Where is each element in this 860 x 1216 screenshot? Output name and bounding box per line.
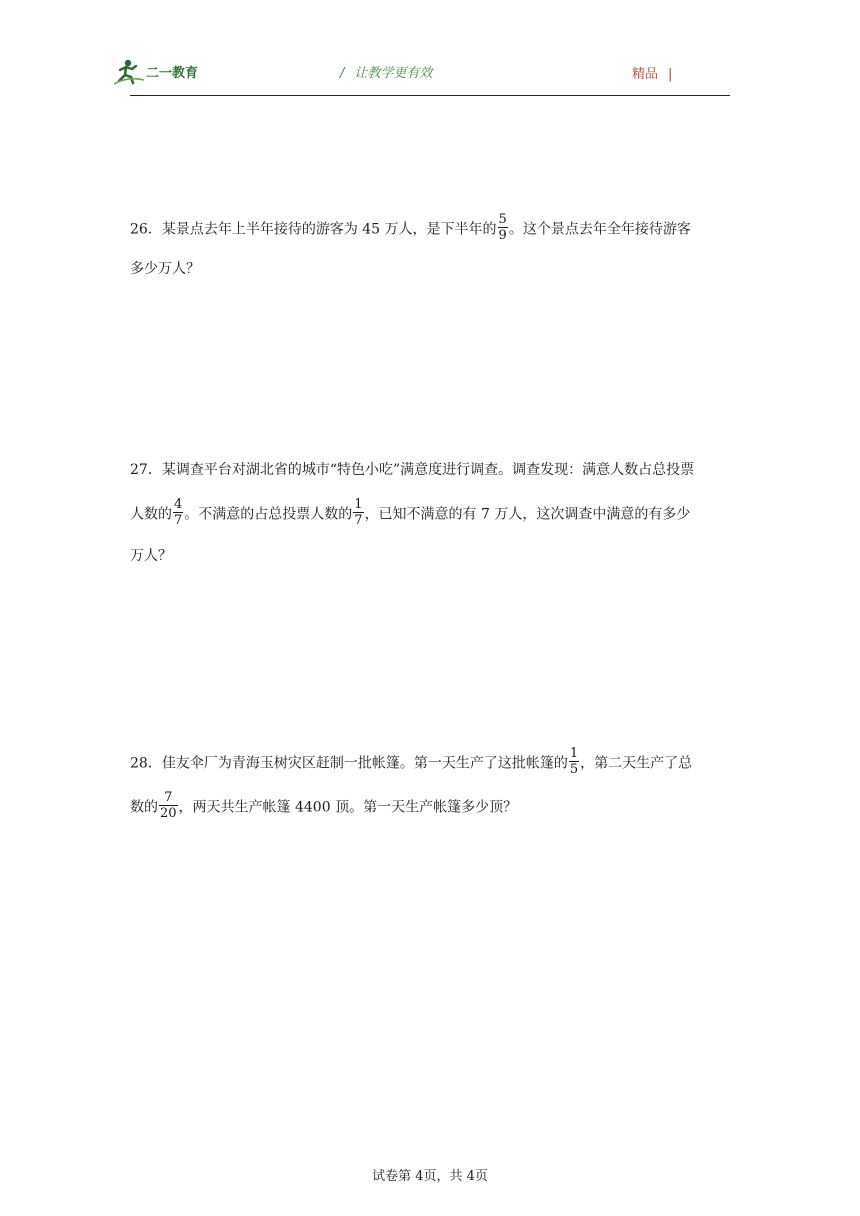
question-text: 万人？ <box>130 548 172 564</box>
question-text: ，已知不满意的有 7 万人，这次调查中满意的有多少 <box>364 506 691 523</box>
question-text: ，两天共生产帐篷 4400 顶。第一天生产帐篷多少顶？ <box>178 799 518 816</box>
fraction-denominator: 5 <box>569 762 579 777</box>
page-header <box>0 0 860 100</box>
question-text: 人数的 <box>130 506 172 523</box>
page-footer <box>0 1165 860 1184</box>
question-26-line-1 <box>130 214 691 245</box>
question-text: 佳友伞厂为青海玉树灾区赶制一批帐篷。第一天生产了这批帐篷的 <box>161 755 568 772</box>
header-divider <box>130 95 730 96</box>
fraction-denominator: 9 <box>498 228 507 243</box>
premium-label <box>632 63 672 82</box>
fraction-denominator: 7 <box>174 513 183 528</box>
question-27-line-2 <box>130 499 690 530</box>
page-number: 试卷第 4页，共 4页 <box>372 1169 488 1184</box>
fraction-denominator: 20 <box>160 806 177 821</box>
fraction-numerator: 1 <box>354 497 363 512</box>
premium-text: 精品 <box>632 67 659 82</box>
fraction-numerator: 4 <box>174 497 183 512</box>
question-28-line-2 <box>130 792 517 823</box>
header-slogan <box>340 62 432 81</box>
question-27-line-3 <box>130 546 172 566</box>
question-text: 某景点去年上半年接待的游客为 45 万人，是下半年的 <box>161 221 497 238</box>
fraction <box>353 497 363 528</box>
question-28-line-1 <box>130 748 692 779</box>
question-number: 28． <box>130 755 162 772</box>
question-text: 数的 <box>130 799 158 816</box>
fraction-numerator: 5 <box>498 212 507 227</box>
question-text: ，第二天生产了总 <box>580 755 693 772</box>
question-text: 。不满意的占总投票人数的 <box>184 506 353 523</box>
premium-bar: | <box>668 67 673 82</box>
question-text: 某调查平台对湖北省的城市“特色小吃”满意度进行调查。调查发现：满意人数占总投票 <box>161 462 695 478</box>
logo-text: 二一教育 <box>146 66 199 81</box>
question-number: 26． <box>130 221 162 238</box>
fraction-numerator: 1 <box>569 746 579 761</box>
fraction <box>498 212 508 243</box>
slogan-slash: / <box>340 66 345 81</box>
fraction <box>159 790 178 821</box>
question-number: 27． <box>130 462 162 478</box>
question-text: 。这个景点去年全年接待游客 <box>508 221 691 238</box>
slogan-text: 让教学更有效 <box>354 66 433 81</box>
fraction-denominator: 7 <box>354 513 363 528</box>
question-26-line-2 <box>130 259 200 279</box>
fraction <box>569 746 579 777</box>
question-text: 多少万人？ <box>130 261 200 277</box>
fraction <box>173 497 183 528</box>
fraction-numerator: 7 <box>159 790 178 806</box>
question-27-line-1 <box>130 460 694 480</box>
